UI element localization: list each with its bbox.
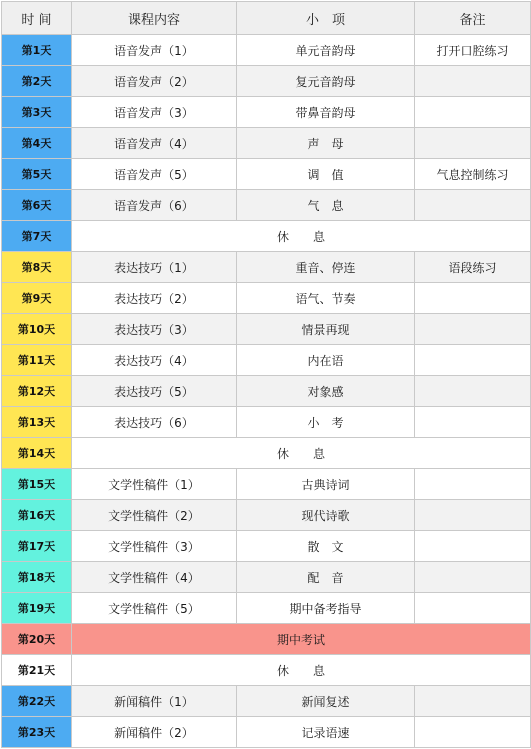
table-row — [2, 438, 531, 469]
day-cell: 第10天 — [2, 314, 72, 345]
note-cell — [415, 531, 531, 562]
day-cell: 第17天 — [2, 531, 72, 562]
day-cell: 第12天 — [2, 376, 72, 407]
day-cell: 第19天 — [2, 593, 72, 624]
table-row — [2, 159, 531, 190]
course-cell: 文学性稿件（2） — [72, 500, 237, 531]
header-item: 小 项 — [237, 2, 415, 35]
note-cell — [415, 593, 531, 624]
table-row — [2, 562, 531, 593]
table-row — [2, 593, 531, 624]
item-cell: 声 母 — [237, 128, 415, 159]
day-cell: 第14天 — [2, 438, 72, 469]
day-cell: 第2天 — [2, 66, 72, 97]
table-row — [2, 717, 531, 748]
item-cell: 复元音韵母 — [237, 66, 415, 97]
course-cell: 语音发声（2） — [72, 66, 237, 97]
course-cell: 新闻稿件（1） — [72, 686, 237, 717]
note-cell: 气息控制练习 — [415, 159, 531, 190]
header-note: 备注 — [415, 2, 531, 35]
item-cell: 散 文 — [237, 531, 415, 562]
day-cell: 第9天 — [2, 283, 72, 314]
table-row — [2, 407, 531, 438]
day-cell: 第16天 — [2, 500, 72, 531]
item-cell: 对象感 — [237, 376, 415, 407]
item-cell: 期中备考指导 — [237, 593, 415, 624]
day-cell: 第18天 — [2, 562, 72, 593]
note-cell — [415, 345, 531, 376]
course-cell: 表达技巧（3） — [72, 314, 237, 345]
course-cell: 表达技巧（4） — [72, 345, 237, 376]
item-cell: 古典诗词 — [237, 469, 415, 500]
table-row — [2, 345, 531, 376]
table-row — [2, 221, 531, 252]
note-cell: 语段练习 — [415, 252, 531, 283]
day-cell: 第21天 — [2, 655, 72, 686]
note-cell: 打开口腔练习 — [415, 35, 531, 66]
table-row — [2, 314, 531, 345]
table-row — [2, 35, 531, 66]
day-cell: 第20天 — [2, 624, 72, 655]
note-cell — [415, 717, 531, 748]
item-cell: 内在语 — [237, 345, 415, 376]
day-cell: 第3天 — [2, 97, 72, 128]
table-row — [2, 252, 531, 283]
course-cell: 表达技巧（2） — [72, 283, 237, 314]
table-row — [2, 128, 531, 159]
day-cell: 第5天 — [2, 159, 72, 190]
day-cell: 第13天 — [2, 407, 72, 438]
course-cell: 语音发声（5） — [72, 159, 237, 190]
course-cell: 文学性稿件（4） — [72, 562, 237, 593]
day-cell: 第11天 — [2, 345, 72, 376]
day-cell: 第15天 — [2, 469, 72, 500]
item-cell: 调 值 — [237, 159, 415, 190]
day-cell: 第8天 — [2, 252, 72, 283]
table-row — [2, 500, 531, 531]
note-cell — [415, 314, 531, 345]
header-row — [2, 2, 531, 35]
day-cell: 第22天 — [2, 686, 72, 717]
item-cell: 带鼻音韵母 — [237, 97, 415, 128]
day-cell: 第7天 — [2, 221, 72, 252]
item-cell: 情景再现 — [237, 314, 415, 345]
item-cell: 单元音韵母 — [237, 35, 415, 66]
item-cell: 重音、停连 — [237, 252, 415, 283]
item-cell: 新闻复述 — [237, 686, 415, 717]
table-row — [2, 97, 531, 128]
note-cell — [415, 66, 531, 97]
course-cell: 表达技巧（5） — [72, 376, 237, 407]
note-cell — [415, 97, 531, 128]
merged-cell: 休 息 — [72, 438, 531, 469]
note-cell — [415, 376, 531, 407]
table-row — [2, 190, 531, 221]
item-cell: 记录语速 — [237, 717, 415, 748]
course-cell: 语音发声（4） — [72, 128, 237, 159]
table-row — [2, 283, 531, 314]
course-cell: 表达技巧（1） — [72, 252, 237, 283]
merged-cell: 休 息 — [72, 221, 531, 252]
note-cell — [415, 407, 531, 438]
note-cell — [415, 686, 531, 717]
item-cell: 气 息 — [237, 190, 415, 221]
course-cell: 新闻稿件（2） — [72, 717, 237, 748]
course-cell: 语音发声（6） — [72, 190, 237, 221]
header-day: 时 间 — [2, 2, 72, 35]
note-cell — [415, 500, 531, 531]
table-row — [2, 531, 531, 562]
table-row — [2, 624, 531, 655]
table-row — [2, 655, 531, 686]
item-cell: 语气、节奏 — [237, 283, 415, 314]
table-row — [2, 376, 531, 407]
course-cell: 语音发声（1） — [72, 35, 237, 66]
item-cell: 配 音 — [237, 562, 415, 593]
merged-cell: 期中考试 — [72, 624, 531, 655]
note-cell — [415, 128, 531, 159]
day-cell: 第23天 — [2, 717, 72, 748]
table-row — [2, 66, 531, 97]
day-cell: 第6天 — [2, 190, 72, 221]
schedule-table — [1, 1, 531, 748]
day-cell: 第4天 — [2, 128, 72, 159]
merged-cell: 休 息 — [72, 655, 531, 686]
table-row — [2, 686, 531, 717]
header-course: 课程内容 — [72, 2, 237, 35]
note-cell — [415, 283, 531, 314]
course-cell: 文学性稿件（3） — [72, 531, 237, 562]
note-cell — [415, 469, 531, 500]
course-cell: 文学性稿件（5） — [72, 593, 237, 624]
table-row — [2, 469, 531, 500]
note-cell — [415, 562, 531, 593]
course-cell: 表达技巧（6） — [72, 407, 237, 438]
item-cell: 现代诗歌 — [237, 500, 415, 531]
note-cell — [415, 190, 531, 221]
day-cell: 第1天 — [2, 35, 72, 66]
course-cell: 文学性稿件（1） — [72, 469, 237, 500]
course-cell: 语音发声（3） — [72, 97, 237, 128]
item-cell: 小 考 — [237, 407, 415, 438]
